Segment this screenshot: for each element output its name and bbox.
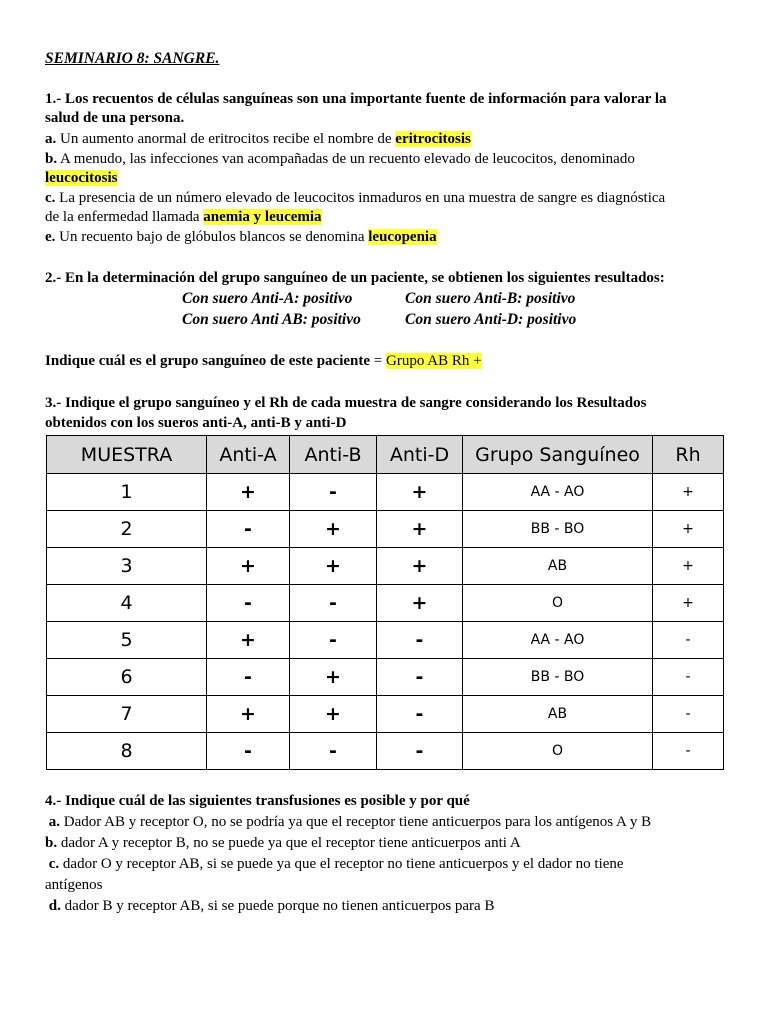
q4-b-text: dador A y receptor B, no se puede ya que el receptor tiene anticuerpos anti A — [57, 835, 521, 851]
table-row — [47, 622, 724, 659]
cell-anti-b: + — [290, 511, 377, 548]
q1-c-text-line2: de la enfermedad llamada — [45, 209, 204, 225]
cell-anti-d: + — [377, 548, 463, 585]
q1-item-a — [45, 130, 471, 149]
q4-item-c — [45, 855, 624, 874]
q1-b-answer: leucocitosis — [45, 170, 118, 186]
q1-item-c-line2 — [45, 208, 322, 227]
cell-anti-a: - — [207, 511, 290, 548]
cell-anti-d: + — [377, 474, 463, 511]
q4-d-label: d. — [48, 898, 61, 914]
q1-e-answer: leucopenia — [368, 229, 437, 245]
cell-muestra: 7 — [47, 696, 207, 733]
cell-muestra: 3 — [47, 548, 207, 585]
header-muestra: MUESTRA — [47, 436, 207, 474]
cell-anti-a: + — [207, 548, 290, 585]
q1-item-b — [45, 150, 635, 169]
cell-anti-a: + — [207, 696, 290, 733]
table-header-row — [47, 436, 724, 474]
cell-grupo: O — [463, 585, 653, 622]
cell-grupo: O — [463, 733, 653, 770]
cell-anti-b: + — [290, 696, 377, 733]
q1-e-label: e. — [45, 229, 56, 245]
cell-anti-b: - — [290, 474, 377, 511]
table-row — [47, 548, 724, 585]
q1-heading-line1: 1.- Los recuentos de células sanguíneas son una importante fuente de información para valorar la — [45, 91, 667, 107]
q4-item-b — [45, 834, 521, 853]
q2-heading: 2.- En la determinación del grupo sanguíneo de un paciente, se obtienen los siguientes resultados: — [45, 270, 665, 286]
q4-item-c-line2: antígenos — [45, 877, 103, 893]
cell-anti-a: + — [207, 474, 290, 511]
table-row — [47, 696, 724, 733]
table-row — [47, 733, 724, 770]
q2-answer: Grupo AB Rh + — [386, 353, 482, 369]
cell-anti-d: - — [377, 696, 463, 733]
cell-grupo: BB - BO — [463, 659, 653, 696]
cell-rh: + — [653, 585, 724, 622]
header-anti-a: Anti-A — [207, 436, 290, 474]
header-grupo-sanguineo: Grupo Sanguíneo — [463, 436, 653, 474]
cell-anti-b: + — [290, 659, 377, 696]
q2-condition-anti-d: Con suero Anti-D: positivo — [405, 311, 577, 328]
q2-condition-anti-ab: Con suero Anti AB: positivo — [182, 311, 361, 328]
q4-heading: 4.- Indique cuál de las siguientes transfusiones es posible y por qué — [45, 793, 470, 809]
q4-item-d — [45, 897, 494, 916]
cell-anti-a: - — [207, 585, 290, 622]
header-rh: Rh — [653, 436, 724, 474]
q1-c-text-line1: La presencia de un número elevado de leucocitos inmaduros en una muestra de sangre es diagnóstica — [55, 190, 666, 206]
header-anti-d: Anti-D — [377, 436, 463, 474]
cell-anti-a: - — [207, 659, 290, 696]
cell-rh: - — [653, 659, 724, 696]
q1-item-e — [45, 228, 437, 247]
cell-muestra: 4 — [47, 585, 207, 622]
q1-a-text: Un aumento anormal de eritrocitos recibe el nombre de — [56, 131, 396, 147]
q2-question-text: Indique cuál es el grupo sanguíneo de este paciente — [45, 353, 371, 369]
cell-muestra: 5 — [47, 622, 207, 659]
q1-b-text: A menudo, las infecciones van acompañadas de un recuento elevado de leucocitos, denominado — [57, 151, 635, 167]
table-row — [47, 511, 724, 548]
q4-b-label: b. — [45, 835, 58, 851]
blood-group-table — [46, 435, 724, 770]
q3-heading-line2: obtenidos con los sueros anti-A, anti-B y anti-D — [45, 415, 347, 431]
cell-rh: + — [653, 511, 724, 548]
cell-anti-a: + — [207, 622, 290, 659]
cell-grupo: AA - AO — [463, 622, 653, 659]
q4-a-text: Dador AB y receptor O, no se podría ya que el receptor tiene anticuerpos para los antígenos A y B — [60, 814, 652, 830]
cell-anti-b: + — [290, 548, 377, 585]
q4-c-label: c. — [48, 856, 60, 872]
cell-anti-d: - — [377, 733, 463, 770]
cell-grupo: BB - BO — [463, 511, 653, 548]
q2-question — [45, 352, 482, 371]
q1-e-text: Un recuento bajo de glóbulos blancos se denomina — [55, 229, 369, 245]
table-row — [47, 585, 724, 622]
q1-c-label: c. — [45, 190, 56, 206]
table-row — [47, 474, 724, 511]
q4-a-label: a. — [48, 814, 60, 830]
q1-item-b-answer-line — [45, 169, 118, 188]
cell-muestra: 1 — [47, 474, 207, 511]
q1-item-c — [45, 189, 665, 208]
q2-condition-anti-b: Con suero Anti-B: positivo — [405, 290, 576, 307]
page-title: SEMINARIO 8: SANGRE. — [45, 50, 220, 67]
cell-muestra: 2 — [47, 511, 207, 548]
cell-muestra: 6 — [47, 659, 207, 696]
q1-c-answer: anemia y leucemia — [203, 209, 322, 225]
q1-b-label: b. — [45, 151, 58, 167]
q1-a-answer: eritrocitosis — [395, 131, 471, 147]
cell-anti-b: - — [290, 622, 377, 659]
cell-grupo: AA - AO — [463, 474, 653, 511]
q4-item-a — [45, 813, 651, 832]
q2-equals: = — [370, 353, 386, 369]
cell-anti-d: + — [377, 511, 463, 548]
q4-c-text-line1: dador O y receptor AB, si se puede ya que el receptor no tiene anticuerpos y el dador no tiene — [59, 856, 624, 872]
table-row — [47, 659, 724, 696]
cell-rh: + — [653, 474, 724, 511]
cell-grupo: AB — [463, 548, 653, 585]
cell-anti-b: - — [290, 733, 377, 770]
cell-anti-d: - — [377, 622, 463, 659]
cell-anti-b: - — [290, 585, 377, 622]
cell-rh: - — [653, 733, 724, 770]
cell-anti-d: - — [377, 659, 463, 696]
cell-anti-a: - — [207, 733, 290, 770]
cell-rh: - — [653, 696, 724, 733]
cell-muestra: 8 — [47, 733, 207, 770]
cell-rh: + — [653, 548, 724, 585]
cell-anti-d: + — [377, 585, 463, 622]
header-anti-b: Anti-B — [290, 436, 377, 474]
q3-heading-line1: 3.- Indique el grupo sanguíneo y el Rh de cada muestra de sangre considerando los Resultados — [45, 395, 647, 411]
q4-d-text: dador B y receptor AB, si se puede porque no tienen anticuerpos para B — [60, 898, 495, 914]
q1-a-label: a. — [45, 131, 57, 147]
q2-condition-anti-a: Con suero Anti-A: positivo — [182, 290, 353, 307]
cell-rh: - — [653, 622, 724, 659]
q1-heading-line2: salud de una persona. — [45, 110, 185, 126]
cell-grupo: AB — [463, 696, 653, 733]
